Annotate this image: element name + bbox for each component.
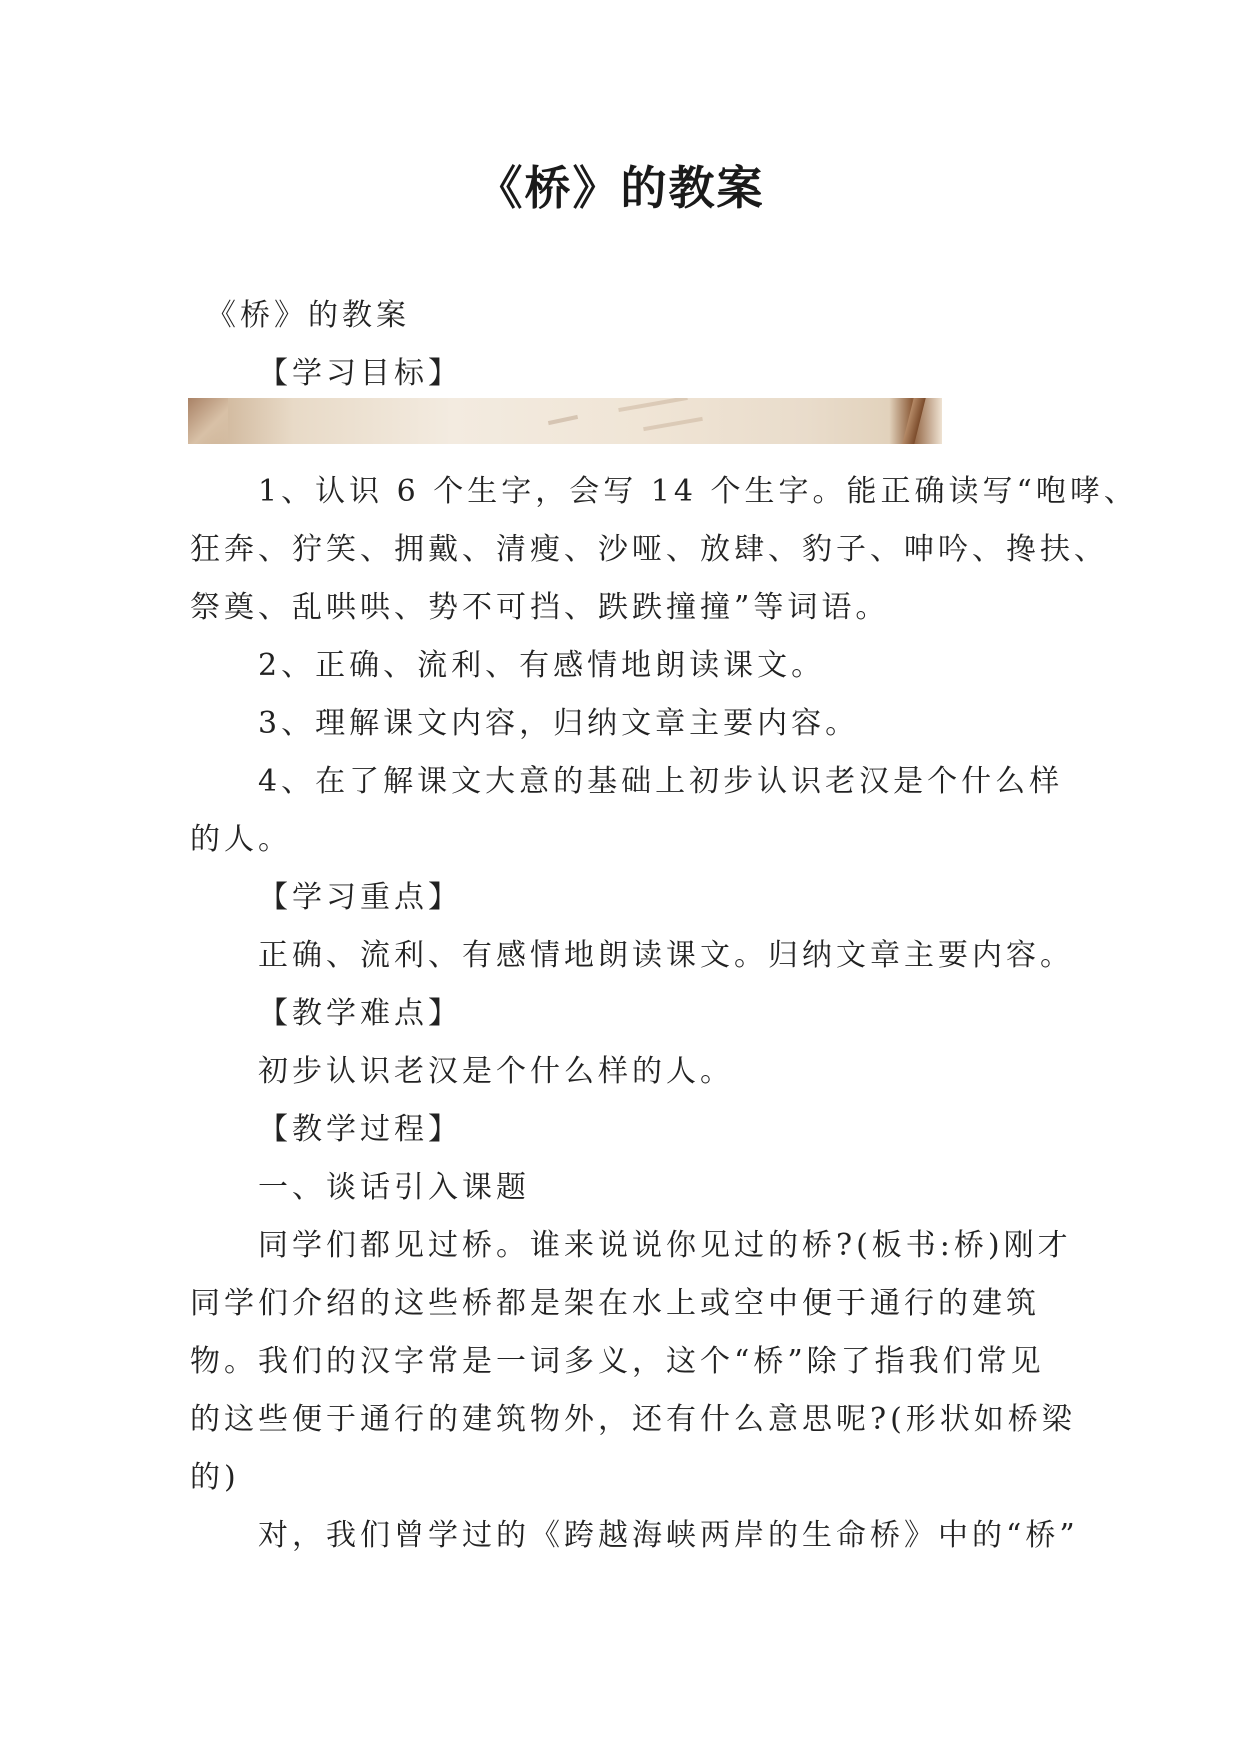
text-line: 的这些便于通行的建筑物外，还有什么意思呢?(形状如桥梁 bbox=[190, 1402, 1076, 1437]
text-line: 同学们介绍的这些桥都是架在水上或空中便于通行的建筑 bbox=[190, 1286, 1040, 1321]
text-line: 对，我们曾学过的《跨越海峡两岸的生命桥》中的“桥” bbox=[258, 1518, 1079, 1553]
text-line: 1、认识 6 个生字，会写 14 个生字。能正确读写“咆哮、 bbox=[258, 474, 1138, 509]
section-heading-difficulties: 【教学难点】 bbox=[258, 996, 462, 1031]
section-heading-key-points: 【学习重点】 bbox=[258, 880, 462, 915]
subsection-heading: 一、谈话引入课题 bbox=[258, 1170, 530, 1205]
text-line: 祭奠、乱哄哄、势不可挡、跌跌撞撞”等词语。 bbox=[190, 590, 890, 625]
document-title: 《桥》的教案 bbox=[476, 161, 765, 215]
decorative-paper-image bbox=[188, 398, 942, 444]
text-line: 的) bbox=[190, 1460, 240, 1495]
text-line: 初步认识老汉是个什么样的人。 bbox=[258, 1054, 734, 1089]
text-line: 4、在了解课文大意的基础上初步认识老汉是个什么样 bbox=[258, 764, 1064, 799]
text-line: 2、正确、流利、有感情地朗读课文。 bbox=[258, 648, 826, 683]
text-line: 同学们都见过桥。谁来说说你见过的桥?(板书:桥)刚才 bbox=[258, 1228, 1072, 1263]
section-heading-teaching-process: 【教学过程】 bbox=[258, 1112, 462, 1147]
text-line: 物。我们的汉字常是一词多义，这个“桥”除了指我们常见 bbox=[190, 1344, 1045, 1379]
text-line: 正确、流利、有感情地朗读课文。归纳文章主要内容。 bbox=[258, 938, 1074, 973]
text-line: 3、理解课文内容，归纳文章主要内容。 bbox=[258, 706, 860, 741]
text-line: 狂奔、狞笑、拥戴、清瘦、沙哑、放肆、豹子、呻吟、搀扶、 bbox=[190, 532, 1108, 567]
section-heading-learning-goals: 【学习目标】 bbox=[258, 356, 462, 391]
text-line: 的人。 bbox=[190, 822, 292, 857]
subtitle-line: 《桥》的教案 bbox=[206, 298, 410, 333]
